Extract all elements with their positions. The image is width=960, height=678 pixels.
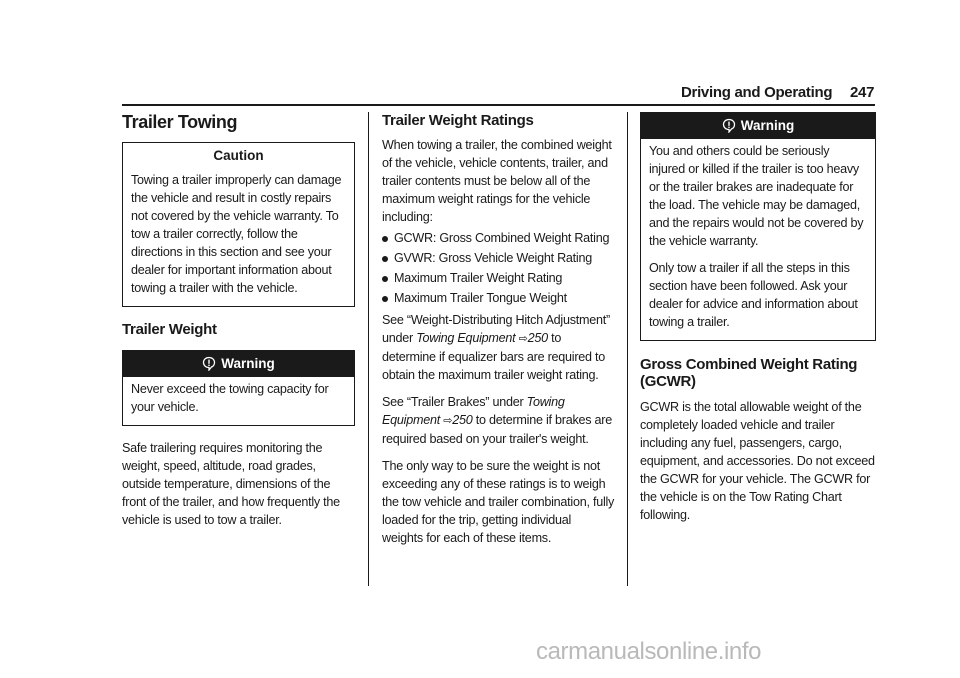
warning-box-2: [640, 112, 876, 341]
list-item: Maximum Trailer Weight Rating: [382, 269, 615, 287]
warning-text-1: Never exceed the towing capacity for your vehicle.: [131, 382, 329, 414]
link-page: 250: [452, 413, 473, 427]
column-divider-2: [627, 112, 628, 586]
warning-bar-2: [640, 112, 876, 139]
caution-box: [122, 142, 355, 307]
page-ref-icon: ⇨: [443, 415, 453, 427]
caution-text: Towing a trailer improperly can damage the vehicle and result in costly repairs not covered by the vehicle warranty. To tow a trailer correctly, follow the directions in this section and see your dealer for important information about towing a trailer with the vehicle.: [131, 173, 342, 295]
list-item: Maximum Trailer Tongue Weight: [382, 289, 615, 307]
hitch-text-post: to determine if equalizer bars are required to obtain the maximum trailer weight rating.: [382, 331, 606, 382]
hitch-text-pre: See “Weight-Distributing Hitch Adjustment” under: [382, 313, 610, 345]
link-text: Towing Equipment: [382, 395, 565, 427]
list-item: GVWR: Gross Vehicle Weight Rating: [382, 249, 615, 267]
running-head-section: Driving and Operating: [681, 84, 833, 101]
page-number: 247: [850, 84, 875, 101]
ratings-intro: When towing a trailer, the combined weight of the vehicle, vehicle contents, trailer, and trailer contents must be below all of the maximum weight ratings for the vehicle including:: [382, 138, 612, 224]
warning-text-2b: Only tow a trailer if all the steps in this section have been followed. Ask your dealer for advice and information about towing a trailer.: [649, 261, 858, 329]
warning-icon: [202, 356, 216, 371]
brakes-text-post: to determine if brakes are required based on your trailer's weight.: [382, 413, 613, 446]
list-item: GCWR: Gross Combined Weight Rating: [382, 229, 615, 247]
caution-label: Caution: [213, 148, 264, 163]
trailering-body: Safe trailering requires monitoring the weight, speed, altitude, road grades, outside temperature, dimensions of the front of the trailer, and how frequently the vehicle is used to tow a trailer.: [122, 441, 340, 527]
warning-bar-1: [122, 350, 355, 377]
warning-label-2: Warning: [740, 118, 795, 133]
warning-label-1: Warning: [221, 356, 275, 371]
column-1: [122, 112, 355, 529]
weigh-paragraph: The only way to be sure the weight is not exceeding any of these ratings is to weigh the tow vehicle and trailer combination, fully loaded for the trip, getting individual weights for each of these items.: [382, 459, 615, 545]
warning-text-2a: You and others could be seriously injured or killed if the trailer is too heavy or the trailer brakes are inadequate for the load. The vehicle may be damaged, and the repairs would not be covered by the vehicle warranty.: [649, 144, 864, 248]
watermark: carmanualsonline.info: [536, 638, 762, 665]
column-3: [640, 112, 876, 524]
gcwr-body: GCWR is the total allowable weight of the completely loaded vehicle and trailer including any fuel, passengers, cargo, equipment, and accessories. Do not exceed the GCWR for your vehicle. The GCWR for the vehicle is on the Tow Rating Chart following.: [640, 400, 875, 522]
towing-equipment-link[interactable]: [416, 331, 548, 345]
ratings-list: [382, 229, 615, 307]
page-ref-icon: ⇨: [518, 333, 528, 345]
column-2: [382, 112, 615, 547]
warning-icon: [722, 118, 736, 133]
link-text: Towing Equipment: [416, 331, 516, 345]
weight-ratings-heading: Trailer Weight Ratings: [382, 112, 534, 129]
header-rule: [122, 104, 875, 106]
brakes-paragraph: [382, 393, 615, 448]
gcwr-heading: Gross Combined Weight Rating (GCWR): [640, 356, 858, 390]
column-divider-1: [368, 112, 369, 586]
link-page: 250: [527, 331, 548, 345]
brakes-text-pre: See “Trailer Brakes” under: [382, 395, 524, 409]
trailer-weight-heading: Trailer Weight: [122, 321, 217, 338]
section-title: Trailer Towing: [122, 112, 238, 132]
warning-box-1: [122, 350, 355, 426]
hitch-paragraph: [382, 311, 615, 384]
